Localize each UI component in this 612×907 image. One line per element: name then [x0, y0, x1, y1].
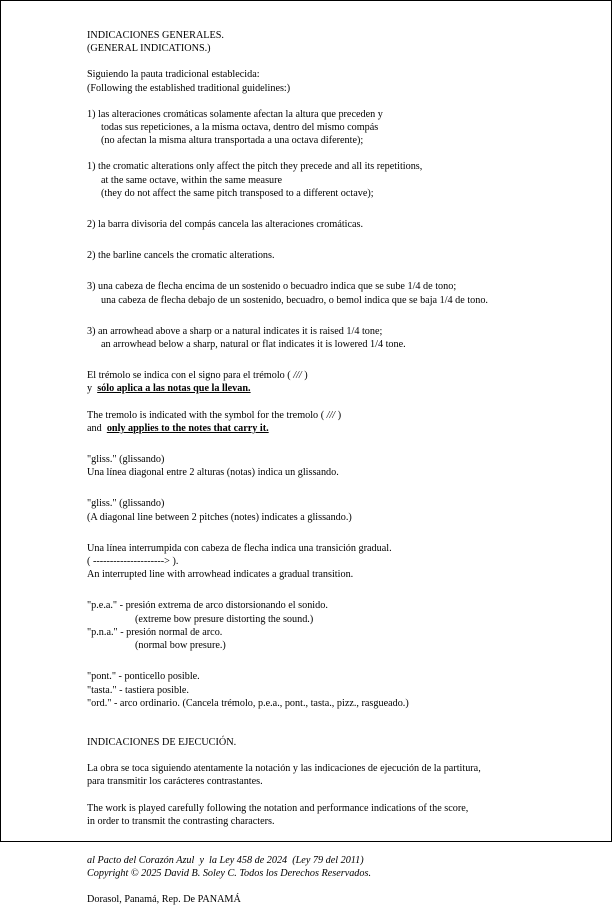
footer-law-line: al Pacto del Corazón Azul y la Ley 458 de 2024 (Ley 79 del 2011)	[87, 854, 364, 866]
tremolo-es-conj: y	[87, 383, 98, 395]
term-line: "pont." - ponticello posible.	[87, 671, 200, 683]
performance-es	[87, 762, 547, 788]
item-line: at the same octave, within the same measure	[101, 174, 283, 186]
performance-es-line: La obra se toca siguiendo atentamente la notación y las indicaciones de ejecución de la partitura,	[87, 763, 481, 775]
terms-list	[87, 670, 547, 710]
tremolo-en-emphasis: only applies to the notes that carry it.	[106, 422, 269, 434]
item-line: an arrowhead below a sharp, natural or flat indicates it is lowered 1/4 tone.	[101, 339, 406, 351]
tremolo-en	[87, 409, 547, 435]
item-line: 1) the cromatic alterations only affect the pitch they precede and all its repetitions,	[87, 161, 423, 173]
performance-en-line: The work is played carefully following the notation and performance indications of the score,	[87, 802, 469, 814]
footer-copyright-line: Copyright © 2025 David B. Soley C. Todos los Derechos Reservados.	[87, 868, 372, 880]
tremolo-es-text-b: )	[301, 370, 308, 382]
tremolo-en-line-1	[87, 409, 547, 422]
heading-es: INDICACIONES GENERALES.	[87, 30, 224, 41]
transition-en: An interrupted line with arrowhead indicates a gradual transition.	[87, 569, 354, 581]
gliss-es-label: "gliss." (glissando)	[87, 454, 165, 466]
item-1-en	[87, 160, 547, 200]
item-line: 3) una cabeza de flecha encima de un sostenido o becuadro indica que se sube 1/4 de tono;	[87, 281, 457, 293]
item-line: 2) the barline cancels the cromatic alterations.	[87, 250, 275, 262]
tremolo-es-emphasis: sólo aplica a las notas que la llevan.	[97, 383, 251, 395]
item-line: una cabeza de flecha debajo de un sostenido, becuadro, o bemol indica que se baja 1/4 de tono.	[101, 294, 488, 306]
intro-en: (Following the established traditional guidelines:)	[87, 82, 291, 94]
tremolo-es	[87, 369, 547, 395]
tremolo-en-conj: and	[87, 422, 107, 434]
intro-paragraph	[87, 68, 547, 94]
intro-es: Siguiendo la pauta tradicional establecida:	[87, 69, 260, 81]
bow-line: (normal bow presure.)	[135, 640, 226, 652]
performance-heading: INDICACIONES DE EJECUCIÓN.	[87, 736, 237, 748]
item-line: 3) an arrowhead above a sharp or a natural indicates it is raised 1/4 tone;	[87, 325, 383, 337]
tremolo-es-line-2	[87, 382, 547, 395]
item-line: 2) la barra divisoria del compás cancela las alteraciones cromáticas.	[87, 219, 364, 231]
gliss-es-desc: Una línea diagonal entre 2 alturas (notas) indica un glissando.	[87, 467, 339, 479]
tremolo-en-line-2	[87, 422, 547, 435]
footer-address-line: Dorasol, Panamá, Rep. De PANAMÁ	[87, 894, 241, 906]
glissando-es	[87, 453, 547, 479]
tremolo-es-text-a: El trémolo se indica con el signo para el trémolo (	[87, 370, 294, 382]
gliss-en-label: "gliss." (glissando)	[87, 498, 165, 510]
bow-line: (extreme bow presure distorting the sound.)	[135, 613, 314, 625]
item-line: (they do not affect the same pitch transposed to a different octave);	[101, 187, 374, 199]
document-content	[87, 29, 547, 907]
bow-pressure-list	[87, 599, 547, 652]
tremolo-symbol: ///	[293, 370, 302, 382]
transition-es: Una línea interrumpida con cabeza de flecha indica una transición gradual.	[87, 542, 392, 554]
gradual-transition	[87, 542, 547, 582]
performance-indications-heading	[87, 736, 547, 749]
term-line: "tasta." - tastiera posible.	[87, 684, 189, 696]
item-line: (no afectan la misma altura transportada a una octava diferente);	[101, 135, 364, 147]
tremolo-en-text-b: )	[335, 409, 342, 421]
copyright-footer	[87, 854, 547, 907]
bow-line: "p.n.a." - presión normal de arco.	[87, 626, 223, 638]
tremolo-symbol: ///	[326, 409, 336, 421]
item-3-es	[87, 280, 547, 306]
general-indications-heading	[87, 29, 547, 55]
gliss-en-desc: (A diagonal line between 2 pitches (notes) indicates a glissando.)	[87, 511, 352, 523]
performance-en	[87, 802, 547, 828]
item-line: 1) las alteraciones cromáticas solamente afectan la altura que preceden y	[87, 108, 383, 120]
item-line: todas sus repeticiones, a la misma octava, dentro del mismo compás	[101, 122, 379, 134]
performance-en-line: in order to transmit the contrasting characters.	[87, 815, 275, 827]
transition-symbol: ( ---------------------> ).	[87, 556, 179, 568]
item-2-en	[87, 249, 547, 262]
glissando-en	[87, 497, 547, 523]
heading-en: (GENERAL INDICATIONS.)	[87, 43, 211, 55]
term-line: "ord." - arco ordinario. (Cancela trémolo, p.e.a., pont., tasta., pizz., rasgueado.)	[87, 697, 409, 709]
item-2-es	[87, 218, 547, 231]
bow-line: "p.e.a." - presión extrema de arco distorsionando el sonido.	[87, 600, 328, 612]
item-1-es	[87, 108, 547, 148]
tremolo-en-text-a: The tremolo is indicated with the symbol for the tremolo (	[87, 409, 327, 421]
tremolo-es-line-1	[87, 369, 547, 382]
item-3-en	[87, 325, 547, 351]
performance-es-line: para transmitir los carácteres contrastantes.	[87, 776, 263, 788]
